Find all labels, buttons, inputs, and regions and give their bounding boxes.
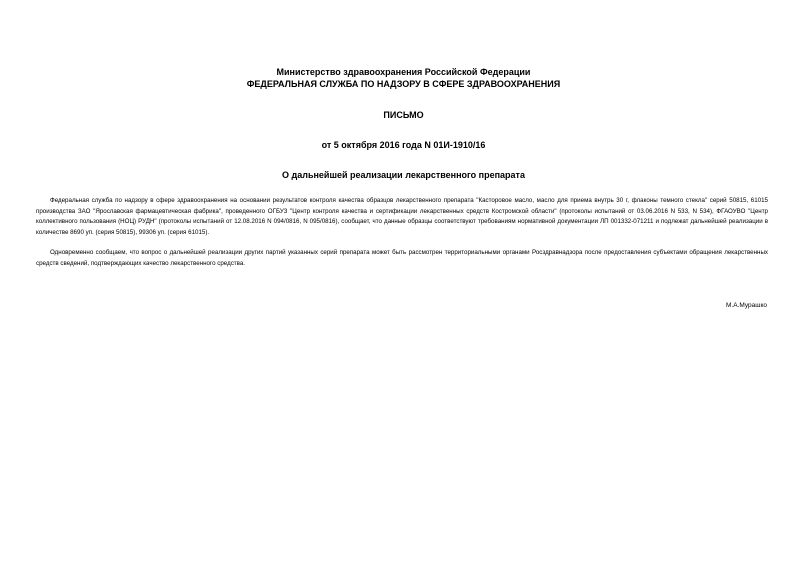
signature: М.А.Мурашко [725,302,767,309]
document-date-number: от 5 октября 2016 года N 01И-1910/16 [321,140,486,150]
ministry-heading: Министерство здравоохранения Российской Федерации [276,67,531,77]
document-type: ПИСЬМО [383,110,424,120]
body-paragraph: Одновременно сообщаем, что вопрос о дальнейшей реализации других партий указанных серий препарата может быть рассмотрен территориальными органами Росздравнадзора после предоставления субъектами обращения лекарственных средств сведений, подтверждающих качество лекарственного средства. [36,249,768,267]
document-subject: О дальнейшей реализации лекарственного препарата [282,170,525,180]
agency-heading: ФЕДЕРАЛЬНАЯ СЛУЖБА ПО НАДЗОРУ В СФЕРЕ ЗДРАВООХРАНЕНИЯ [246,79,561,89]
body-paragraph: Федеральная служба по надзору в сфере здравоохранения на основании результатов контроля качества образцов лекарственного препарата "Касторовое масло, масло для приема внутрь 30 г, флаконы темного стекла" серий 50815, 61015 производства ЗАО "Ярославская фармацевтическая фабрика", проведенного ОГБУЗ "Центр контроля качества и сертификации лекарственных средств Костромской области" (протоколы испытаний от 03.06.2016 N 533, N 534), ФГАОУВО "Центр коллективного пользования (НОЦ) РУДН" (протоколы испытаний от 12.08.2016 N 094/0816, N 095/0816), сообщает, что данные образцы соответствуют требованиям нормативной документации ЛП 001332-071211 и подлежат дальнейшей реализации в количестве 8690 уп. (серия 50815), 99306 уп. (серия 61015). [36,197,768,236]
